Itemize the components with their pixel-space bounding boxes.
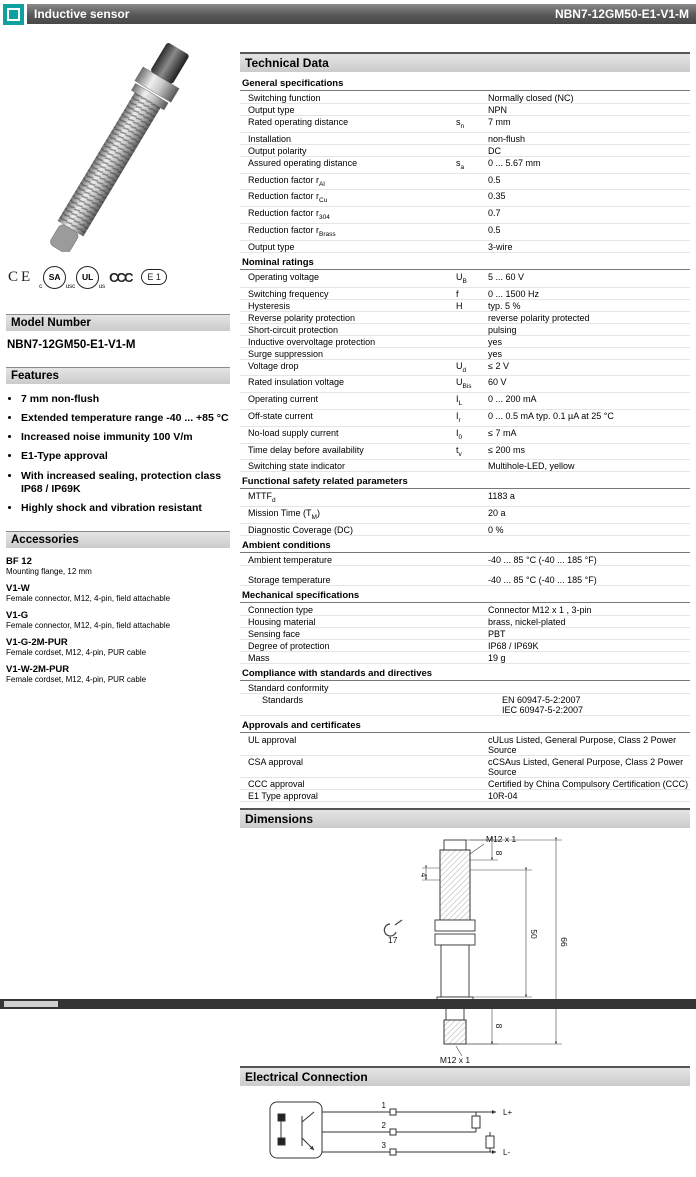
tech-row <box>240 324 690 336</box>
tech-row-value: 1183 a <box>488 491 515 502</box>
header-model-number: NBN7-12GM50-E1-V1-M <box>554 7 689 21</box>
tech-row-symbol <box>456 555 488 565</box>
tech-row-label: CSA approval <box>248 756 304 767</box>
tech-row <box>240 157 690 174</box>
tech-row-value: 60 V <box>488 377 507 388</box>
wiring-diagram <box>240 1090 692 1172</box>
tech-row <box>240 616 690 628</box>
tech-row <box>240 224 690 241</box>
tech-row <box>240 490 690 507</box>
top-header-bar <box>3 4 696 24</box>
wire-labels <box>382 1101 513 1157</box>
tech-row-label: Operating current <box>248 394 319 405</box>
tech-row <box>240 360 690 377</box>
tech-row-symbol <box>456 105 488 115</box>
dim-label-wrench-17: 17 <box>388 934 398 945</box>
tech-row-symbol <box>456 325 488 335</box>
tech-row-symbol <box>456 461 488 471</box>
features-list <box>6 393 230 515</box>
tech-row <box>240 460 690 472</box>
tech-row-label: $MTTF_d$ <box>248 491 276 505</box>
dimension-lines <box>384 840 562 1056</box>
tech-row-symbol <box>456 349 488 359</box>
tech-row-value: 20 a <box>488 508 506 519</box>
tech-row <box>240 207 690 224</box>
ce-mark-icon: CE <box>8 268 34 285</box>
tech-row <box>240 524 690 536</box>
dimensions-section-header: Dimensions <box>240 808 690 828</box>
electrical-connection-section-header: Electrical Connection <box>240 1066 690 1086</box>
tech-row-value: DC <box>488 145 501 156</box>
tech-row-value: 0.35 <box>488 191 506 202</box>
page-footer-bar <box>0 999 696 1009</box>
tech-row-symbol <box>456 525 488 535</box>
tech-row-label: Diagnostic Coverage (DC) <box>248 524 354 535</box>
tech-row <box>240 652 690 664</box>
tech-row-label: Standard conformity <box>248 682 329 693</box>
tech-row <box>240 348 690 360</box>
tech-row-label: Reduction factor $r_{Cu}$ <box>248 191 328 205</box>
dim-label-8-top: 8 <box>494 850 504 856</box>
pin-3-label: 3 <box>381 1140 386 1150</box>
feature-item: • E1-Type approval <box>21 450 230 463</box>
accessory-item <box>6 664 230 684</box>
tech-row-value: 19 g <box>488 652 506 663</box>
tech-row-symbol <box>456 93 488 103</box>
tech-row-symbol <box>456 134 488 144</box>
footer-chip <box>4 1001 58 1007</box>
tech-row-value: 0 ... 0.5 mA typ. 0.1 µA at 25 °C <box>488 410 614 421</box>
tech-row <box>240 507 690 524</box>
tech-row-value: 0.5 <box>488 224 501 235</box>
tech-row-value: 0 % <box>488 524 504 535</box>
tech-row <box>240 574 690 586</box>
tech-row-value: ≤ 7 mA <box>488 427 517 438</box>
tech-row-symbol <box>456 791 488 801</box>
accessory-item <box>6 556 230 576</box>
tech-row-value: Multihole-LED, yellow <box>488 461 575 472</box>
tech-row <box>240 778 690 790</box>
tech-row <box>240 174 690 191</box>
tech-row-label: Connection type <box>248 604 314 615</box>
tech-row-value: yes <box>488 336 503 347</box>
tech-row <box>240 312 690 324</box>
tech-row-symbol <box>456 313 488 323</box>
tech-section-title: Nominal ratings <box>240 256 690 270</box>
model-number-section-header: Model Number <box>6 314 230 331</box>
tech-row-label: Surge suppression <box>248 348 324 359</box>
tech-row-symbol <box>456 242 488 252</box>
tech-section-title: Mechanical specifications <box>240 589 690 603</box>
tech-row-symbol: $I_L$ <box>456 394 463 407</box>
tech-row-value: Connector M12 x 1 , 3-pin <box>488 604 592 615</box>
tech-row-value: cULus Listed, General Purpose, Class 2 Power Source <box>488 734 677 755</box>
pin-1-label: 1 <box>381 1100 386 1110</box>
tech-row-value: 5 ... 60 V <box>488 271 525 282</box>
tech-row-symbol <box>456 683 488 693</box>
csa-mark-icon: c SA us <box>43 266 66 289</box>
tech-row <box>240 682 690 694</box>
dim-label-8-bottom: 8 <box>494 1023 504 1029</box>
tech-row-label: Switching frequency <box>248 288 329 299</box>
tech-row-value: 0.7 <box>488 208 501 219</box>
tech-row-label: Storage temperature <box>248 574 331 585</box>
tech-row-value: Normally closed (NC) <box>488 93 574 103</box>
tech-row <box>240 271 690 288</box>
tech-row-value: -40 ... 85 °C (-40 ... 185 °F) <box>488 574 597 585</box>
tech-row <box>240 145 690 157</box>
tech-row-label: No-load supply current <box>248 427 339 438</box>
feature-item: • With increased sealing, protection class IP68 / IP69K <box>21 470 230 496</box>
tech-row-label: Switching state indicator <box>248 461 346 472</box>
tech-row-symbol <box>456 735 488 755</box>
features-section-header: Features <box>6 367 230 384</box>
model-number-value: NBN7-12GM50-E1-V1-M <box>7 339 136 351</box>
accessory-desc: Female cordset, M12, 4-pin, PUR cable <box>6 674 147 684</box>
tech-row-value: NPN <box>488 105 508 115</box>
tech-row-symbol: $U_B$ <box>456 271 467 285</box>
tech-row <box>240 410 690 427</box>
pin-2-label: 2 <box>381 1120 386 1130</box>
accessory-item <box>6 637 230 657</box>
dim-label-thread-bottom: M12 x 1 <box>439 1054 471 1065</box>
tech-row-symbol <box>456 225 488 240</box>
accessory-desc: Female cordset, M12, 4-pin, PUR cable <box>6 647 147 657</box>
accessory-name: V1-W <box>6 582 30 594</box>
tech-row <box>240 756 690 778</box>
tech-row-value: IP68 / IP69K <box>488 640 539 651</box>
technical-data-section-header: Technical Data <box>240 52 690 72</box>
tech-row-value: 3-wire <box>488 241 513 252</box>
tech-row-symbol <box>456 337 488 347</box>
sensor-outline <box>435 840 475 1044</box>
accessory-name: V1-W-2M-PUR <box>6 663 70 675</box>
tech-row-label: Voltage drop <box>248 360 299 371</box>
tech-row <box>240 604 690 616</box>
tech-row <box>240 554 690 566</box>
dim-label-50: 50 <box>529 929 539 939</box>
tech-row-symbol: $U_d$ <box>456 360 467 374</box>
accessories-list <box>6 556 230 684</box>
feature-item: • Increased noise immunity 100 V/m <box>21 431 230 444</box>
accessory-desc: Female connector, M12, 4-pin, field attachable <box>6 593 171 603</box>
tech-row-label: UL approval <box>248 734 297 745</box>
tech-row-symbol: $s_a$ <box>456 157 465 171</box>
tech-row <box>240 190 690 207</box>
tech-row-symbol <box>456 191 488 206</box>
accessory-name: V1-G <box>6 609 29 621</box>
tech-row-label: Rated insulation voltage <box>248 377 345 388</box>
product-photo <box>6 40 230 252</box>
tech-row <box>240 640 690 652</box>
feature-item: • Extended temperature range -40 ... +85 °C <box>21 412 230 425</box>
tech-row-value: EN 60947-5-2:2007 IEC 60947-5-2:2007 <box>502 694 584 715</box>
sensor-photo-drawing <box>6 40 230 252</box>
tech-row-value: yes <box>488 348 503 359</box>
tech-row-value: typ. 5 % <box>488 300 521 311</box>
dimensions-drawing <box>240 828 690 1066</box>
tech-row-label: Degree of protection <box>248 640 330 651</box>
tech-row-value: -40 ... 85 °C (-40 ... 185 °F) <box>488 554 597 565</box>
ccc-mark-icon: CCC <box>109 269 132 285</box>
dim-label-thread-top: M12 x 1 <box>486 833 517 844</box>
tech-row <box>240 444 690 461</box>
tech-row-label: E1 Type approval <box>248 790 318 801</box>
tech-row-value: pulsing <box>488 324 517 335</box>
tech-row-label: Output type <box>248 105 295 115</box>
tech-row-label: Assured operating distance <box>248 157 358 168</box>
page-title: Inductive sensor <box>34 7 130 21</box>
wires <box>322 1109 496 1155</box>
tech-row-value: 10R-04 <box>488 790 518 801</box>
tech-row-value: 0 ... 200 mA <box>488 394 537 405</box>
dimension-labels <box>388 834 569 1065</box>
tech-row-symbol: $I_0$ <box>456 427 463 441</box>
tech-row-value: ≤ 200 ms <box>488 444 525 455</box>
tech-row-label: Reduction factor $r_{Al}$ <box>248 174 325 188</box>
tech-row <box>240 393 690 410</box>
tech-row <box>240 116 690 133</box>
tech-row <box>240 133 690 145</box>
tech-row-label: Short-circuit protection <box>248 324 339 335</box>
tech-row-symbol <box>456 757 488 777</box>
tech-row-symbol: f <box>456 288 459 299</box>
tech-row-symbol <box>456 491 488 506</box>
tech-row-label: CCC approval <box>248 778 305 789</box>
title-bar <box>27 4 696 24</box>
tech-row <box>240 790 690 802</box>
tech-row-symbol <box>470 695 502 715</box>
tech-row-symbol <box>456 208 488 223</box>
tech-row <box>240 241 690 253</box>
tech-row-label: Hysteresis <box>248 300 291 311</box>
tech-row-label: Output type <box>248 241 295 252</box>
accessory-name: V1-G-2M-PUR <box>6 636 68 648</box>
tech-row-label: Reverse polarity protection <box>248 312 356 323</box>
tech-row-label: Output polarity <box>248 145 307 156</box>
tech-row <box>240 104 690 116</box>
accessories-section-header: Accessories <box>6 531 230 548</box>
tech-row-label: Off-state current <box>248 410 313 421</box>
tech-row-label: Rated operating distance <box>248 117 349 127</box>
tech-row-symbol: H <box>456 300 463 311</box>
accessory-name: BF 12 <box>6 555 32 567</box>
tech-row-value <box>488 683 690 693</box>
tech-row <box>240 300 690 312</box>
tech-row-label: Switching function <box>248 93 321 103</box>
tech-row <box>240 694 690 716</box>
tech-row-symbol <box>456 508 488 523</box>
tech-row-symbol <box>456 146 488 156</box>
tech-row <box>240 92 690 104</box>
tech-row-symbol <box>456 779 488 789</box>
tech-section-title: Ambient conditions <box>240 539 690 553</box>
certification-marks <box>6 252 230 298</box>
tech-row-value: 0 ... 5.67 mm <box>488 157 541 168</box>
l-plus-label: L+ <box>503 1107 513 1117</box>
tech-row-value: reverse polarity protected <box>488 312 590 323</box>
tech-row-symbol: $s_n$ <box>456 117 465 130</box>
tech-row-label: Sensing face <box>248 628 301 639</box>
tech-row-symbol <box>456 653 488 663</box>
tech-row-symbol <box>456 617 488 627</box>
feature-item: • Highly shock and vibration resistant <box>21 502 230 515</box>
tech-row-label: Installation <box>248 133 292 144</box>
tech-row-value: PBT <box>488 628 506 639</box>
accessory-item <box>6 610 230 630</box>
tech-row <box>240 734 690 756</box>
tech-row <box>240 427 690 444</box>
tech-row-label: Operating voltage <box>248 271 320 282</box>
ul-mark-icon: c UL us <box>76 266 99 289</box>
tech-row-label: Reduction factor $r_{304}$ <box>248 208 330 221</box>
tech-row-value: brass, nickel-plated <box>488 616 566 627</box>
tech-row-symbol <box>456 641 488 651</box>
tech-row-symbol <box>456 175 488 190</box>
tech-row-label: Time delay before availability <box>248 444 364 455</box>
tech-section-title: General specifications <box>240 77 690 91</box>
tech-row-value: Certified by China Compulsory Certification (CCC) <box>488 778 689 789</box>
tech-row-symbol: $U_{Bis}$ <box>456 377 472 391</box>
tech-section-title: Compliance with standards and directives <box>240 667 690 681</box>
sensor-symbol <box>270 1102 322 1158</box>
tech-row-symbol: $t_v$ <box>456 444 462 458</box>
tech-row-value: non-flush <box>488 133 526 144</box>
tech-row-label: Standards <box>262 694 304 705</box>
tech-row-symbol: $I_r$ <box>456 410 461 424</box>
dim-label-66: 66 <box>559 937 569 947</box>
tech-row-symbol <box>456 605 488 615</box>
tech-section-title: Functional safety related parameters <box>240 475 690 489</box>
tech-row-value: 7 mm <box>488 117 511 127</box>
dimension-diagram <box>240 828 692 1066</box>
tech-row-symbol <box>456 575 488 585</box>
accessory-desc: Mounting flange, 12 mm <box>6 566 92 576</box>
tech-row <box>240 288 690 300</box>
tech-row-label: Mass <box>248 652 270 663</box>
tech-row-label: Ambient temperature <box>248 554 333 565</box>
tech-row <box>240 336 690 348</box>
tech-row-value: cCSAus Listed, General Purpose, Class 2 Power Source <box>488 756 684 777</box>
feature-item: • 7 mm non-flush <box>21 393 230 406</box>
tech-row-label: Housing material <box>248 616 316 627</box>
l-minus-label: L- <box>503 1147 511 1157</box>
tech-row-label: Reduction factor $r_{Brass}$ <box>248 224 336 238</box>
tech-row <box>240 376 690 393</box>
e1-mark-icon: E 1 <box>141 269 167 285</box>
dim-label-4: 4 <box>419 872 429 878</box>
brand-logo-icon <box>3 4 24 25</box>
technical-data-table <box>240 77 690 802</box>
tech-row-symbol <box>456 629 488 639</box>
tech-row-value: 0 ... 1500 Hz <box>488 288 540 299</box>
electrical-connection-drawing <box>240 1090 690 1172</box>
tech-section-title: Approvals and certificates <box>240 719 690 733</box>
accessory-item <box>6 583 230 603</box>
accessory-desc: Female connector, M12, 4-pin, field attachable <box>6 620 171 630</box>
tech-row-value: 0.5 <box>488 174 501 185</box>
tech-row-value: ≤ 2 V <box>488 360 509 371</box>
tech-row <box>240 628 690 640</box>
tech-row-label: Mission Time $(T_M)$ <box>248 508 320 521</box>
tech-row-label: Inductive overvoltage protection <box>248 336 376 347</box>
